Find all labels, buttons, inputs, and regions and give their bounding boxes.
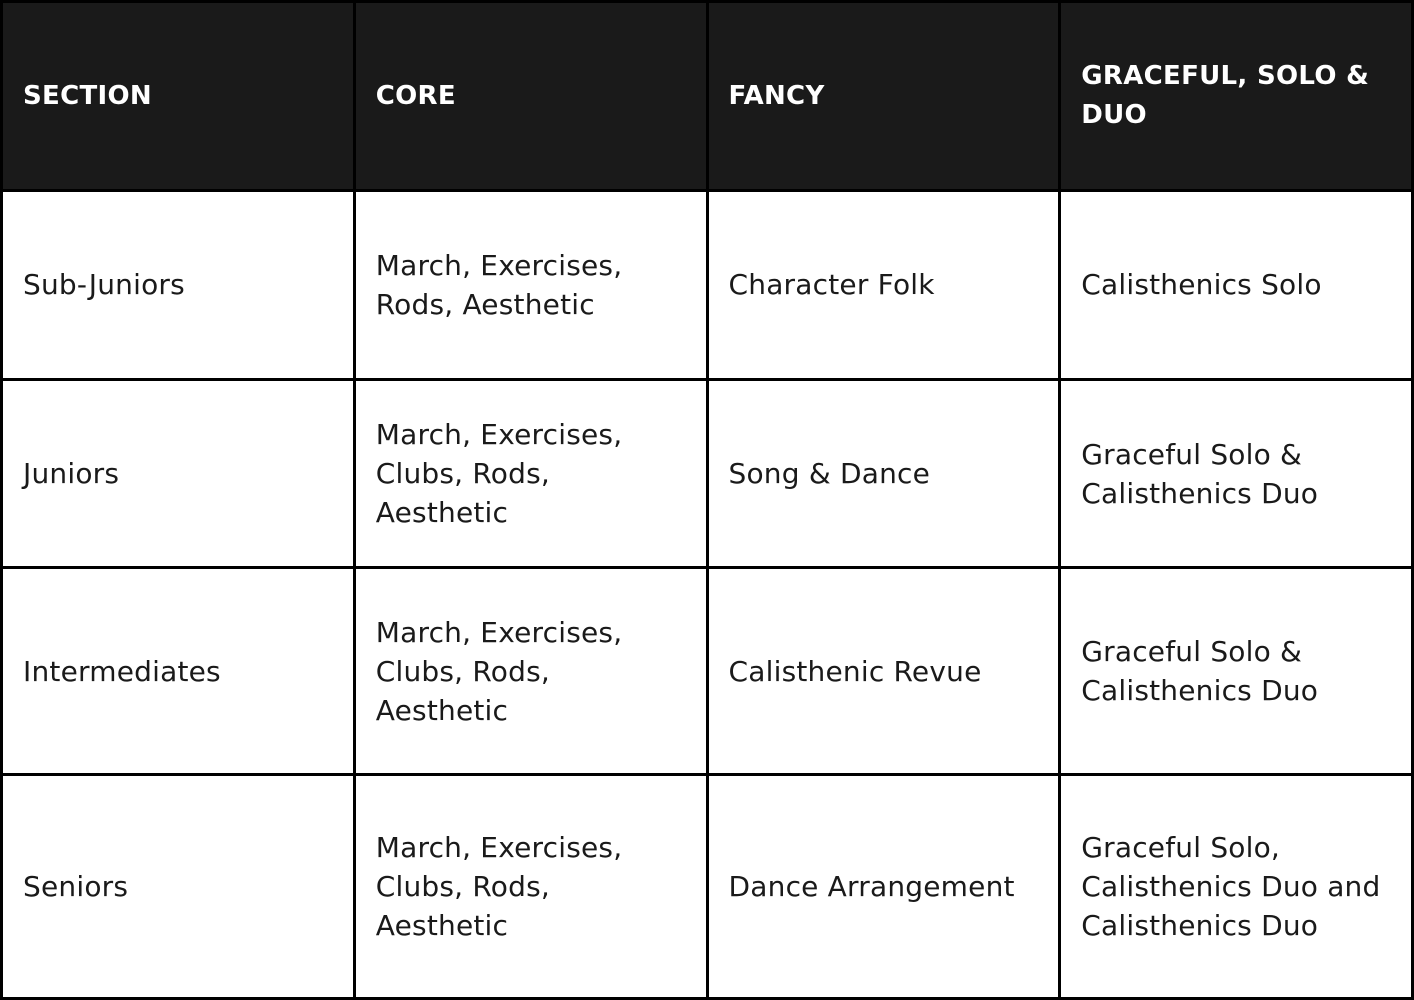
cell-graceful-solo-duo: Graceful Solo & Calisthenics Duo — [1061, 381, 1411, 567]
table-body — [3, 192, 1411, 997]
cell-core: March, Exercises, Clubs, Rods, Aesthetic — [356, 569, 706, 773]
cell-section: Juniors — [3, 381, 353, 567]
header-section: SECTION — [3, 3, 353, 189]
cell-section: Sub-Juniors — [3, 192, 353, 378]
table-row — [3, 192, 1411, 378]
table-row — [3, 569, 1411, 773]
cell-section: Seniors — [3, 776, 353, 997]
cell-graceful-solo-duo: Graceful Solo, Calisthenics Duo and Calisthenics Duo — [1061, 776, 1411, 997]
cell-core: March, Exercises, Rods, Aesthetic — [356, 192, 706, 378]
cell-fancy: Dance Arrangement — [709, 776, 1059, 997]
cell-section: Intermediates — [3, 569, 353, 773]
header-row — [3, 3, 1411, 189]
cell-fancy: Calisthenic Revue — [709, 569, 1059, 773]
header-graceful-solo-duo: GRACEFUL, SOLO & DUO — [1061, 3, 1411, 189]
header-core: CORE — [356, 3, 706, 189]
cell-fancy: Song & Dance — [709, 381, 1059, 567]
cell-graceful-solo-duo: Calisthenics Solo — [1061, 192, 1411, 378]
table-row — [3, 381, 1411, 567]
cell-graceful-solo-duo: Graceful Solo & Calisthenics Duo — [1061, 569, 1411, 773]
header-fancy: FANCY — [709, 3, 1059, 189]
cell-core: March, Exercises, Clubs, Rods, Aesthetic — [356, 776, 706, 997]
table-header — [3, 3, 1411, 189]
cell-core: March, Exercises, Clubs, Rods, Aesthetic — [356, 381, 706, 567]
cell-fancy: Character Folk — [709, 192, 1059, 378]
table-row — [3, 776, 1411, 997]
